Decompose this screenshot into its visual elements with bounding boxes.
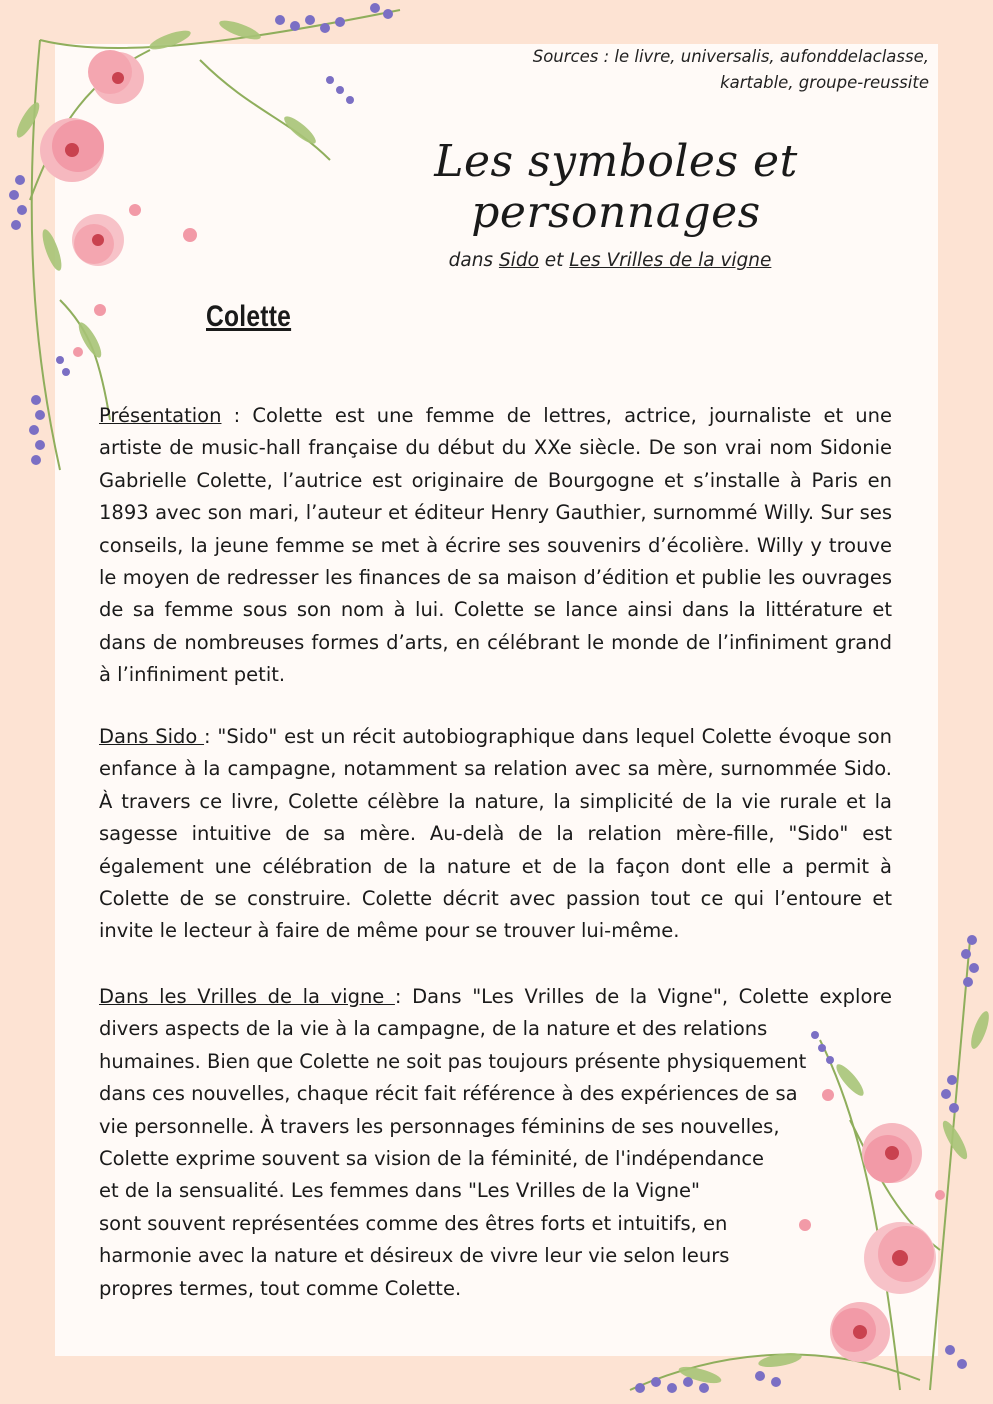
subtitle-prefix: dans xyxy=(448,250,499,271)
vrilles-line: sont souvent représentées comme des êtres forts et intuitifs, en xyxy=(99,1211,728,1235)
subtitle-book-vrilles: Les Vrilles de la vigne xyxy=(569,250,772,271)
page-title: Les symboles et personnages xyxy=(434,136,798,238)
sources-line-1: Sources : le livre, universalis, aufonddelaclasse, xyxy=(532,47,929,66)
author-heading: Colette xyxy=(206,300,292,333)
vrilles-line: propres termes, tout comme Colette. xyxy=(99,1276,462,1300)
vrilles-line: Colette exprime souvent sa vision de la féminité, de l'indépendance xyxy=(99,1147,765,1171)
vrilles-line: dans ces nouvelles, chaque récit fait référence à des expériences de sa xyxy=(99,1082,798,1106)
sido-paragraph xyxy=(99,721,892,948)
subtitle-middle: et xyxy=(538,250,570,271)
presentation-label: Présentation xyxy=(99,404,222,427)
sido-text: : "Sido" est un récit autobiographique dans lequel Colette évoque son enfance à la campagne, notamment sa relation avec sa mère, surnommée Sido. À travers ce livre, Colette célèbre la nature, la simplicité de la vie rurale et la sagesse intuitive de sa mère. Au-delà de la relation mère-fille, "Sido" est également une célébration de la nature et de la façon dont elle a permit à Colette de se construire. Colette décrit avec passion tout ce qui l’entoure et invite le lecteur à faire de même pour se trouver lui-même. xyxy=(99,725,892,943)
subtitle-book-sido: Sido xyxy=(498,250,539,271)
presentation-text: : Colette est une femme de lettres, actrice, journaliste et une artiste de music-hall française du début du XXe siècle. De son vrai nom Sidonie Gabrielle Colette, l’autrice est originaire de Bourgogne et s’installe à Paris en 1893 avec son mari, l’auteur et éditeur Henry Gauthier, surnommé Willy. Sur ses conseils, la jeune femme se met à écrire ses souvenirs d’écolière. Willy y trouve le moyen de redresser les finances de sa maison d’édition et publie les ouvrages de sa femme sous son nom à lui. Colette se lance ainsi dans la littérature et dans de nombreuses formes d’arts, en célébrant le monde de l’infiniment grand à l’infiniment petit. xyxy=(99,404,892,687)
sources-line-2: kartable, groupe-reussite xyxy=(720,73,929,92)
vrilles-paragraph xyxy=(99,981,892,1305)
vrilles-text: : Dans "Les Vrilles de la Vigne", Colette explore divers aspects de la vie à la campagne, de la nature et des relations xyxy=(99,985,892,1041)
vrilles-label: Dans les Vrilles de la vigne xyxy=(99,985,395,1008)
vrilles-line: harmonie avec la nature et désireux de vivre leur vie selon leurs xyxy=(99,1244,730,1268)
sido-label: Dans Sido xyxy=(99,725,205,748)
vrilles-line: humaines. Bien que Colette ne soit pas toujours présente physiquement xyxy=(99,1049,807,1073)
sources-note xyxy=(409,44,929,96)
vrilles-line: et de la sensualité. Les femmes dans "Les Vrilles de la Vigne" xyxy=(99,1179,700,1203)
vrilles-line: vie personnelle. À travers les personnages féminins de ses nouvelles, xyxy=(99,1114,780,1138)
presentation-paragraph xyxy=(99,400,892,692)
page-subtitle xyxy=(400,250,820,271)
